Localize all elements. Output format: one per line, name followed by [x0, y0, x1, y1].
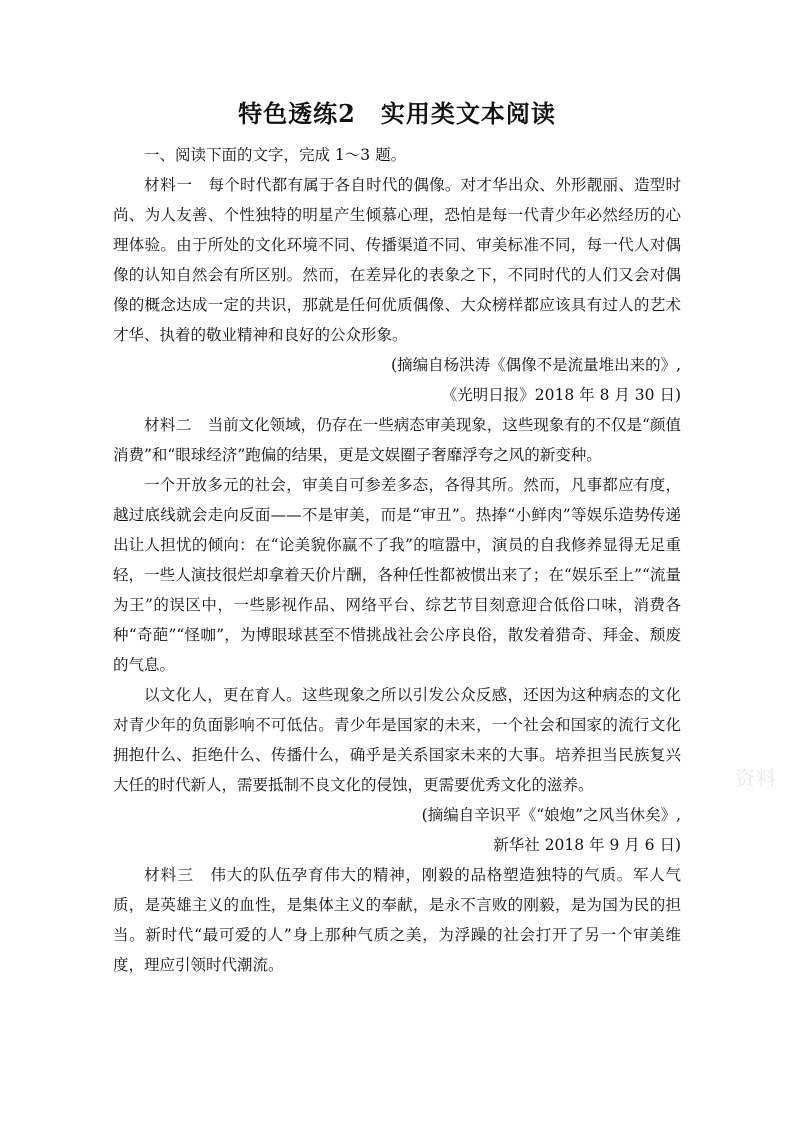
material2-source-line1: (摘编自辛识平《“娘炮”之风当休矣》, [421, 806, 681, 824]
material2-text: 当前文化领域，仍存在一些病态审美现象，这些现象有的不仅是“颜值消费”和“眼球经济”跑偏的结果，更是文娱圈子奢靡浮夸之风的新变种。 [113, 416, 681, 464]
material1-label: 材料一 [144, 176, 193, 194]
material2-label: 材料二 [144, 416, 193, 434]
material2-paragraph [113, 410, 681, 470]
material1-text: 每个时代都有属于各自时代的偶像。对才华出众、外形靓丽、造型时尚、为人友善、个性独特的明星产生倾慕心理，恐怕是每一代青少年必然经历的心理体验。由于所处的文化环境不同、传播渠道不同、审美标准不同，每一代人对偶像的认知自然会有所区别。然而，在差异化的表象之下，不同时代的人们又会对偶像的概念达成一定的共识，那就是任何优质偶像、大众榜样都应该具有过人的艺术才华、执着的敬业精神和良好的公众形象。 [113, 176, 681, 344]
material3-text: 伟大的队伍孕育伟大的精神，刚毅的品格塑造独特的气质。军人气质，是英雄主义的血性，是集体主义的奉献，是永不言败的刚毅，是为国为民的担当。新时代“最可爱的人”身上那种气质之美，为浮躁的社会打开了另一个审美维度，理应引领时代潮流。 [113, 866, 681, 974]
material3-label: 材料三 [144, 866, 195, 884]
material2-paragraph-2: 一个开放多元的社会，审美自可参差多态，各得其所。然而，凡事都应有度，越过底线就会走向反面——不是审美，而是“审丑”。热捧“小鲜肉”等娱乐造势传递出让人担忧的倾向：在“论美貌你赢不了我”的喧嚣中，演员的自我修养显得无足重轻，一些人演技很烂却拿着天价片酬，各种任性都被惯出来了；在“娱乐至上”“流量为王”的误区中，一些影视作品、网络平台、综艺节目刻意迎合低俗口味，消费各种“奇葩”“怪咖”，为博眼球甚至不惜挑战社会公序良俗，散发着猎奇、拜金、颓废的气息。 [113, 476, 681, 674]
watermark: 资料 [735, 766, 777, 790]
material1-source-line2: 《光明日报》2018 年 8 月 30 日) [441, 386, 681, 404]
material2-paragraph-3: 以文化人，更在育人。这些现象之所以引发公众反感，还因为这种病态的文化对青少年的负面影响不可低估。青少年是国家的未来，一个社会和国家的流行文化拥抱什么、拒绝什么、传播什么，确乎是关系国家未来的大事。培养担当民族复兴大任的时代新人，需要抵制不良文化的侵蚀，更需要优秀文化的滋养。 [113, 686, 681, 794]
article-body [113, 140, 681, 980]
page-title: 特色透练2 实用类文本阅读 [238, 99, 556, 128]
instruction-line: 一、阅读下面的文字，完成 1～3 题。 [144, 146, 407, 164]
material3-paragraph [113, 860, 681, 980]
material2-source-line2: 新华社 2018 年 9 月 6 日) [493, 836, 681, 854]
material1-source-line1: (摘编自杨洪涛《偶像不是流量堆出来的》, [391, 356, 681, 374]
material1-paragraph [113, 170, 681, 350]
